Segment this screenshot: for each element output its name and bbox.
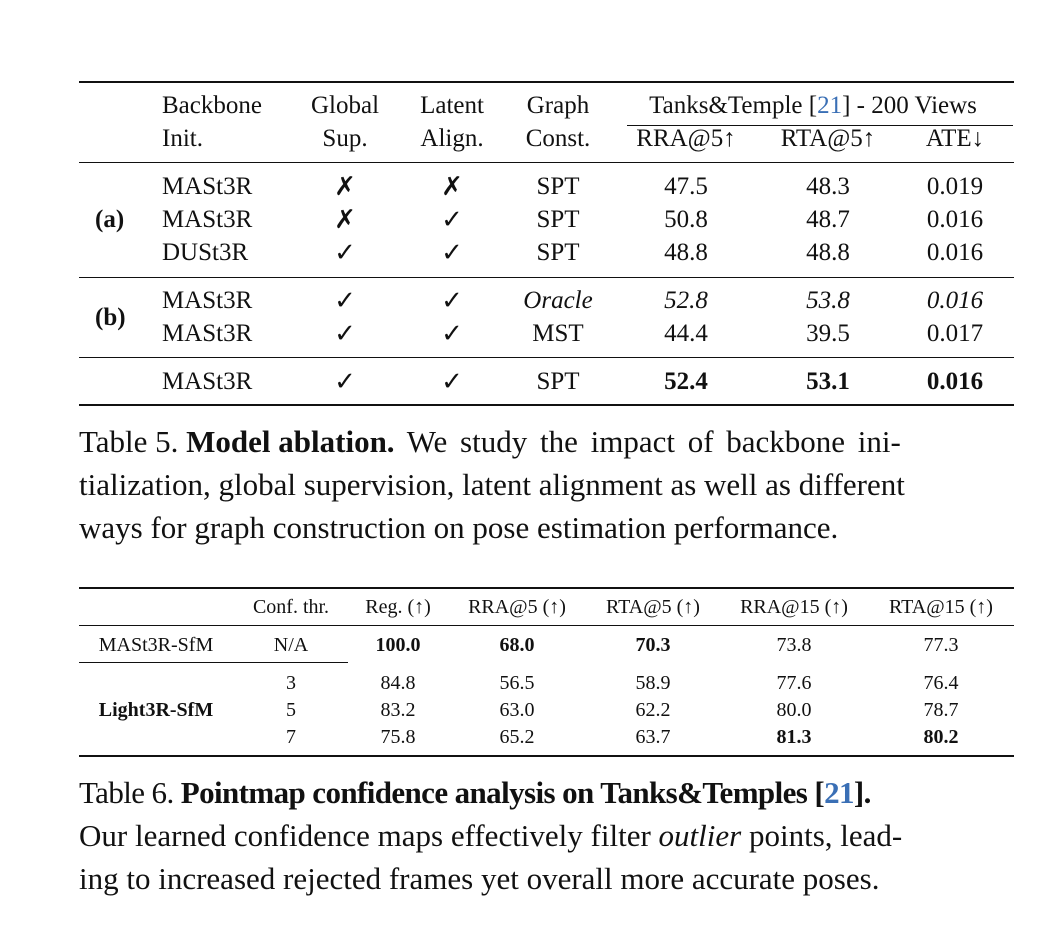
mast3r-rta5: 70.3: [635, 634, 671, 656]
light3r-row-0-rra5: 56.5: [499, 672, 535, 694]
header-rta: RTA@5↑: [780, 125, 876, 152]
row-3-ate: 0.016: [926, 287, 984, 314]
header-rta5: RTA@5 (↑): [606, 596, 700, 618]
row-2-rra: 48.8: [664, 239, 708, 266]
row-5-global: ✓: [334, 367, 356, 396]
light3r-row-1-rta15: 78.7: [923, 699, 959, 721]
row-2-global: ✓: [334, 238, 356, 267]
group-label-a: (a): [95, 206, 125, 233]
light3r-row-1-rra15: 80.0: [776, 699, 812, 721]
light3r-row-2-rra5: 65.2: [499, 726, 535, 748]
header-rta15: RTA@15 (↑): [889, 596, 993, 618]
row-1-graph: SPT: [536, 206, 580, 233]
header-reg: Reg. (↑): [365, 596, 431, 618]
header-latent-2: Align.: [420, 125, 484, 152]
header-rra: RRA@5↑: [636, 125, 736, 152]
group-a-rule: [79, 277, 1014, 278]
mast3r-rule: [79, 662, 348, 663]
row-0-backbone: MASt3R: [162, 173, 253, 200]
light3r-method: Light3R-SfM: [98, 699, 214, 721]
light3r-row-2-reg: 75.8: [380, 726, 416, 748]
caption-6-title: Pointmap confidence analysis on Tanks&Temples [21].: [180, 775, 871, 810]
row-4-backbone: MASt3R: [162, 320, 253, 347]
mast3r-rra5: 68.0: [499, 634, 535, 656]
header-global-2: Sup.: [322, 125, 368, 152]
row-0-global: ✗: [334, 172, 356, 201]
caption-6-line-3: ing to increased rejected frames yet overall more accurate poses.: [79, 861, 880, 896]
row-0-rra: 47.5: [664, 173, 708, 200]
table-5: [79, 81, 1014, 407]
light3r-row-0-rta15: 76.4: [923, 672, 959, 694]
light3r-row-1-rta5: 62.2: [635, 699, 671, 721]
table-5-caption: [79, 420, 1019, 549]
row-1-backbone: MASt3R: [162, 206, 253, 233]
mast3r-reg: 100.0: [375, 634, 421, 656]
header-graph-2: Const.: [525, 125, 591, 152]
header-group: Tanks&Temple [21] - 200 Views: [649, 92, 977, 119]
group-label-b: (b): [95, 304, 126, 331]
light3r-row-2-rta5: 63.7: [635, 726, 671, 748]
row-3-rra: 52.8: [664, 287, 708, 314]
bottom-rule: [79, 755, 1014, 757]
caption-5-line-2: tialization, global supervision, latent alignment as well as different: [79, 467, 905, 502]
top-rule: [79, 81, 1014, 83]
row-2-rta: 48.8: [806, 239, 850, 266]
row-2-graph: SPT: [536, 239, 580, 266]
header-backbone-1: Backbone: [162, 92, 262, 119]
header-rule: [79, 162, 1014, 163]
light3r-row-2-rra15: 81.3: [776, 726, 812, 748]
row-0-graph: SPT: [536, 173, 580, 200]
row-1-global: ✗: [334, 205, 356, 234]
table-6-caption: [79, 771, 1019, 900]
light3r-row-0-rra15: 77.6: [776, 672, 812, 694]
light3r-row-1-reg: 83.2: [380, 699, 416, 721]
caption-6-line-1: Table 6. Pointmap confidence analysis on Tanks&Temples [21].: [79, 775, 871, 810]
row-4-graph: MST: [532, 320, 584, 347]
row-4-rta: 39.5: [806, 320, 850, 347]
light3r-row-2-conf: 7: [286, 726, 296, 748]
header-backbone-2: Init.: [162, 125, 203, 152]
row-4-ate: 0.017: [926, 320, 984, 347]
row-5-ate: 0.016: [926, 368, 984, 395]
row-3-latent: ✓: [441, 286, 463, 315]
citation-link[interactable]: 21: [824, 775, 854, 810]
row-3-global: ✓: [334, 286, 356, 315]
caption-5-title: Model ablation.: [186, 424, 395, 459]
citation-link[interactable]: 21: [817, 92, 843, 119]
mast3r-rra15: 73.8: [776, 634, 812, 656]
caption-6-line-2: Our learned confidence maps effectively filter outlier points, lead-: [79, 818, 903, 853]
row-3-backbone: MASt3R: [162, 287, 253, 314]
row-1-ate: 0.016: [926, 206, 984, 233]
row-0-latent: ✗: [441, 172, 463, 201]
caption-5-line-3: ways for graph construction on pose estimation performance.: [79, 510, 839, 545]
mast3r-rta15: 77.3: [923, 634, 959, 656]
row-3-graph: Oracle: [523, 287, 593, 314]
row-2-latent: ✓: [441, 238, 463, 267]
light3r-row-1-conf: 5: [286, 699, 296, 721]
bottom-rule: [79, 404, 1014, 406]
row-5-graph: SPT: [536, 368, 580, 395]
row-1-rra: 50.8: [664, 206, 708, 233]
header-conf: Conf. thr.: [252, 596, 330, 618]
mast3r-method: MASt3R-SfM: [98, 634, 214, 656]
row-1-latent: ✓: [441, 205, 463, 234]
row-5-latent: ✓: [441, 367, 463, 396]
row-1-rta: 48.7: [806, 206, 850, 233]
row-0-rta: 48.3: [806, 173, 850, 200]
header-latent-1: Latent: [420, 92, 484, 119]
header-rule: [79, 625, 1014, 626]
header-ate: ATE↓: [925, 125, 985, 152]
light3r-row-0-rta5: 58.9: [635, 672, 671, 694]
light3r-row-0-conf: 3: [286, 672, 296, 694]
row-4-rra: 44.4: [664, 320, 708, 347]
caption-5-line-1: Table 5. Model ablation. We study the impact of backbone ini-: [79, 424, 901, 459]
header-global-1: Global: [310, 92, 380, 119]
top-rule: [79, 587, 1014, 589]
row-0-ate: 0.019: [926, 173, 984, 200]
row-2-ate: 0.016: [926, 239, 984, 266]
light3r-row-1-rra5: 63.0: [499, 699, 535, 721]
row-3-rta: 53.8: [806, 287, 850, 314]
row-5-rta: 53.1: [806, 368, 850, 395]
light3r-row-2-rta15: 80.2: [923, 726, 959, 748]
header-rra5: RRA@5 (↑): [468, 596, 566, 618]
row-2-backbone: DUSt3R: [162, 239, 249, 266]
row-5-backbone: MASt3R: [162, 368, 253, 395]
mast3r-conf: N/A: [273, 634, 309, 656]
header-rra15: RRA@15 (↑): [740, 596, 848, 618]
header-graph-1: Graph: [526, 92, 590, 119]
table-6: [79, 587, 1014, 759]
group-b-rule: [79, 357, 1014, 358]
row-4-latent: ✓: [441, 319, 463, 348]
row-5-rra: 52.4: [664, 368, 708, 395]
light3r-row-0-reg: 84.8: [380, 672, 416, 694]
row-4-global: ✓: [334, 319, 356, 348]
